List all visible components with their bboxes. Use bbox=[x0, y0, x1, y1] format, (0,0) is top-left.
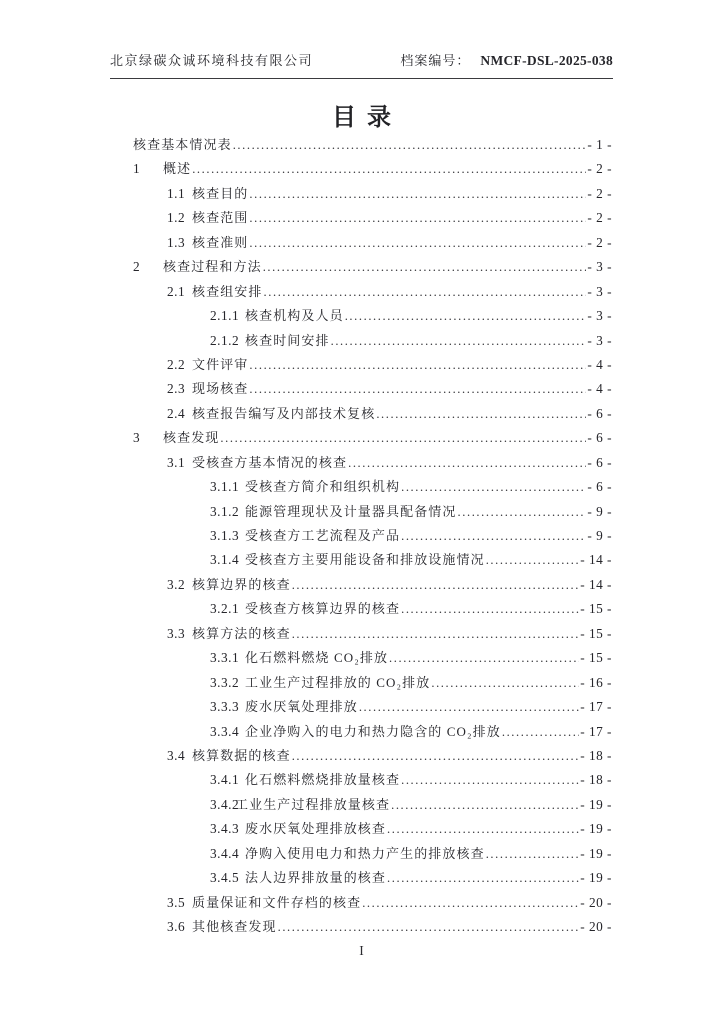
toc-dot-leader bbox=[264, 284, 587, 300]
toc-dot-leader bbox=[249, 357, 586, 373]
toc-entry bbox=[133, 427, 612, 451]
toc-entry bbox=[133, 769, 612, 793]
toc-entry bbox=[133, 647, 612, 671]
toc-entry-number: 1.2 bbox=[167, 210, 186, 226]
toc-entry-page: - 4 - bbox=[587, 356, 612, 372]
toc-entry bbox=[133, 476, 612, 500]
toc-dot-leader bbox=[387, 821, 579, 837]
toc-entry-number: 3.6 bbox=[167, 919, 186, 934]
toc-entry-page: - 3 - bbox=[587, 283, 612, 299]
toc-entry-page: - 18 - bbox=[580, 772, 612, 788]
toc-entry-page: - 14 - bbox=[580, 576, 612, 592]
toc-entry-page: - 6 - bbox=[587, 405, 612, 421]
toc-entry bbox=[133, 330, 612, 354]
toc-dot-leader bbox=[401, 528, 586, 544]
toc-dot-leader bbox=[249, 186, 586, 202]
toc-entry-page: - 20 - bbox=[580, 894, 612, 910]
toc-entry-page: - 6 - bbox=[587, 479, 612, 495]
toc-entry-number: 3.4.1 bbox=[210, 772, 240, 788]
toc-entry bbox=[133, 232, 612, 256]
toc-entry bbox=[133, 378, 612, 402]
toc-entry bbox=[133, 672, 612, 696]
toc-entry-page: - 9 - bbox=[587, 528, 612, 543]
toc-entry-page: - 19 - bbox=[580, 845, 612, 861]
toc-entry-label: 受核查方核算边界的核查 bbox=[245, 601, 401, 617]
toc-entry bbox=[133, 354, 612, 378]
toc-dot-leader bbox=[362, 895, 579, 911]
toc-dot-leader bbox=[263, 259, 587, 275]
toc-entry bbox=[133, 916, 612, 940]
toc-entry bbox=[133, 256, 612, 280]
toc-entry-label: 核查准则 bbox=[192, 234, 249, 250]
toc-entry-label: 现场核查 bbox=[192, 381, 249, 397]
toc-entry-label: 净购入使用电力和热力产生的排放核查 bbox=[245, 845, 485, 861]
toc-entry-page: - 2 - bbox=[587, 185, 612, 201]
toc-entry-page: - 15 - bbox=[580, 625, 612, 641]
toc-entry-label: 核查基本情况表 bbox=[133, 137, 232, 152]
page-header bbox=[110, 50, 613, 79]
toc-list bbox=[133, 134, 612, 940]
toc-entry-number: 3.2.1 bbox=[210, 601, 240, 617]
toc-entry-page: - 2 - bbox=[587, 234, 612, 250]
toc-entry-page: - 3 - bbox=[587, 259, 612, 275]
toc-dot-leader bbox=[376, 406, 586, 422]
toc-entry-page: - 2 - bbox=[587, 161, 612, 177]
toc-entry-number: 3.3.4 bbox=[210, 723, 240, 739]
toc-dot-leader bbox=[278, 919, 580, 935]
toc-entry bbox=[133, 281, 612, 305]
toc-entry-label: 化石燃料燃烧 CO₂排放 bbox=[245, 650, 389, 666]
toc-dot-leader bbox=[249, 210, 586, 226]
toc-entry-number: 3 bbox=[133, 430, 141, 446]
toc-dot-leader bbox=[458, 504, 587, 520]
toc-entry-page: - 19 - bbox=[580, 821, 612, 837]
toc-entry-number: 3.1.2 bbox=[210, 503, 240, 519]
toc-entry-label: 核查过程和方法 bbox=[163, 259, 262, 275]
toc-dot-leader bbox=[401, 772, 579, 788]
toc-entry-page: - 15 - bbox=[580, 650, 612, 666]
toc-dot-leader bbox=[233, 137, 587, 153]
footer-page-number: I bbox=[359, 943, 364, 958]
toc-entry bbox=[133, 183, 612, 207]
toc-entry-page: - 4 - bbox=[587, 381, 612, 397]
toc-entry bbox=[133, 721, 612, 745]
toc-dot-leader bbox=[401, 479, 586, 495]
toc-entry-page: - 6 - bbox=[587, 454, 612, 470]
toc-entry bbox=[133, 623, 612, 647]
toc-entry-page: - 17 - bbox=[580, 723, 612, 739]
toc-entry-label: 核算方法的核查 bbox=[192, 625, 291, 641]
toc-entry-label: 工业生产过程排放量核查 bbox=[235, 796, 391, 812]
toc-entry bbox=[133, 818, 612, 842]
toc-entry-number: 3.1 bbox=[167, 454, 186, 470]
toc-entry bbox=[133, 843, 612, 867]
toc-dot-leader bbox=[292, 626, 579, 642]
toc-entry bbox=[133, 892, 612, 916]
toc-entry bbox=[133, 305, 612, 329]
toc-dot-leader bbox=[345, 308, 587, 324]
toc-dot-leader bbox=[359, 699, 579, 715]
toc-entry bbox=[133, 452, 612, 476]
toc-entry bbox=[133, 525, 612, 549]
toc-entry bbox=[133, 501, 612, 525]
toc-entry-label: 核算数据的核查 bbox=[192, 747, 291, 763]
toc-entry bbox=[133, 745, 612, 769]
toc-dot-leader bbox=[486, 552, 579, 568]
toc-dot-leader bbox=[486, 846, 579, 862]
toc-dot-leader bbox=[220, 430, 586, 446]
toc-entry-label: 核查报告编写及内部技术复核 bbox=[192, 405, 376, 421]
toc-entry-number: 2 bbox=[133, 259, 141, 275]
toc-entry-number: 3.1.3 bbox=[210, 528, 240, 543]
toc-entry-label: 质量保证和文件存档的核查 bbox=[192, 894, 362, 910]
toc-entry-page: - 17 - bbox=[580, 699, 612, 715]
toc-entry-label: 企业净购入的电力和热力隐含的 CO₂排放 bbox=[245, 723, 501, 739]
toc-entry-number: 3.4 bbox=[167, 747, 186, 763]
toc-entry-number: 3.3.1 bbox=[210, 650, 240, 666]
toc-entry-page: - 9 - bbox=[587, 503, 612, 519]
toc-dot-leader bbox=[387, 870, 579, 886]
toc-entry-label: 核查组安排 bbox=[192, 283, 263, 299]
toc-entry bbox=[133, 867, 612, 891]
toc-entry-label: 文件评审 bbox=[192, 356, 249, 372]
toc-entry-page: - 14 - bbox=[580, 552, 612, 568]
toc-dot-leader bbox=[389, 650, 579, 666]
toc-entry bbox=[133, 207, 612, 231]
toc-entry-page: - 20 - bbox=[580, 919, 612, 934]
toc-entry-number: 3.4.2 bbox=[210, 796, 240, 812]
toc-entry-label: 核算边界的核查 bbox=[192, 576, 291, 592]
toc-entry-label: 核查目的 bbox=[192, 185, 249, 201]
toc-entry-number: 3.4.5 bbox=[210, 870, 240, 886]
toc-entry-label: 化石燃料燃烧排放量核查 bbox=[245, 772, 401, 788]
toc-entry-label: 废水厌氧处理排放 bbox=[245, 699, 358, 715]
toc-entry-page: - 2 - bbox=[587, 210, 612, 226]
toc-dot-leader bbox=[331, 333, 587, 349]
toc-entry-number: 3.3.3 bbox=[210, 699, 240, 715]
toc-title: 目录 bbox=[332, 105, 402, 131]
toc-dot-leader bbox=[502, 724, 579, 740]
toc-entry-label: 概述 bbox=[163, 161, 192, 177]
toc-entry bbox=[133, 794, 612, 818]
toc-entry-page: - 16 - bbox=[580, 674, 612, 690]
toc-entry-number: 2.2 bbox=[167, 356, 186, 372]
toc-entry-label: 能源管理现状及计量器具配备情况 bbox=[245, 503, 457, 519]
toc-entry bbox=[133, 549, 612, 573]
toc-entry bbox=[133, 403, 612, 427]
toc-entry-number: 3.5 bbox=[167, 894, 186, 910]
toc-dot-leader bbox=[431, 675, 579, 691]
toc-entry-number: 2.1.2 bbox=[210, 332, 240, 348]
toc-entry bbox=[133, 158, 612, 182]
toc-entry-label: 核查时间安排 bbox=[245, 332, 330, 348]
toc-entry-label: 废水厌氧处理排放核查 bbox=[245, 821, 387, 837]
company-name: 北京绿碳众诚环境科技有限公司 bbox=[110, 53, 314, 68]
toc-entry-page: - 18 - bbox=[580, 747, 612, 763]
toc-entry-number: 1 bbox=[133, 161, 141, 177]
toc-entry-number: 2.1.1 bbox=[210, 308, 240, 324]
toc-entry-label: 核查发现 bbox=[163, 430, 220, 446]
toc-entry-page: - 3 - bbox=[587, 332, 612, 348]
toc-entry-label: 受核查方基本情况的核查 bbox=[192, 454, 348, 470]
toc-dot-leader bbox=[401, 601, 579, 617]
toc-entry-label: 法人边界排放量的核查 bbox=[245, 870, 387, 886]
toc-entry-number: 3.1.1 bbox=[210, 479, 240, 495]
archive-field bbox=[400, 50, 613, 69]
toc-dot-leader bbox=[249, 381, 586, 397]
toc-entry-page: - 6 - bbox=[587, 430, 612, 446]
toc-entry-number: 3.1.4 bbox=[210, 552, 240, 568]
archive-label: 档案编号： bbox=[400, 53, 471, 68]
toc-entry-label: 其他核查发现 bbox=[192, 919, 277, 934]
toc-entry bbox=[133, 574, 612, 598]
toc-entry-page: - 19 - bbox=[580, 870, 612, 886]
toc-entry bbox=[133, 598, 612, 622]
toc-entry-label: 受核查方主要用能设备和排放设施情况 bbox=[245, 552, 485, 568]
toc-dot-leader bbox=[292, 577, 579, 593]
toc-dot-leader bbox=[292, 748, 579, 764]
toc-entry-number: 2.4 bbox=[167, 405, 186, 421]
toc-entry-number: 3.3 bbox=[167, 625, 186, 641]
toc-entry-page: - 3 - bbox=[587, 308, 612, 324]
toc-entry-number: 2.3 bbox=[167, 381, 186, 397]
toc-dot-leader bbox=[249, 235, 586, 251]
toc-entry-number: 3.2 bbox=[167, 576, 186, 592]
toc-entry bbox=[133, 134, 612, 158]
toc-dot-leader bbox=[192, 161, 586, 177]
toc-entry-label: 核查机构及人员 bbox=[245, 308, 344, 324]
toc-entry-label: 受核查方工艺流程及产品 bbox=[245, 528, 401, 543]
toc-entry-number: 1.1 bbox=[167, 185, 186, 201]
toc-entry-number: 1.3 bbox=[167, 234, 186, 250]
toc-entry-label: 受核查方简介和组织机构 bbox=[245, 479, 401, 495]
toc-entry-label: 工业生产过程排放的 CO₂排放 bbox=[245, 674, 431, 690]
toc-entry-page: - 15 - bbox=[580, 601, 612, 617]
toc-entry-page: - 1 - bbox=[587, 137, 612, 152]
toc-dot-leader bbox=[391, 797, 579, 813]
toc-entry-number: 3.4.3 bbox=[210, 821, 240, 837]
toc-entry-label: 核查范围 bbox=[192, 210, 249, 226]
toc-entry-number: 3.4.4 bbox=[210, 845, 240, 861]
toc-entry-page: - 19 - bbox=[580, 796, 612, 812]
toc-entry-number: 3.3.2 bbox=[210, 674, 240, 690]
toc-entry bbox=[133, 696, 612, 720]
toc-entry-number: 2.1 bbox=[167, 283, 186, 299]
toc-dot-leader bbox=[348, 455, 586, 471]
archive-number: NMCF-DSL-2025-038 bbox=[480, 53, 613, 68]
